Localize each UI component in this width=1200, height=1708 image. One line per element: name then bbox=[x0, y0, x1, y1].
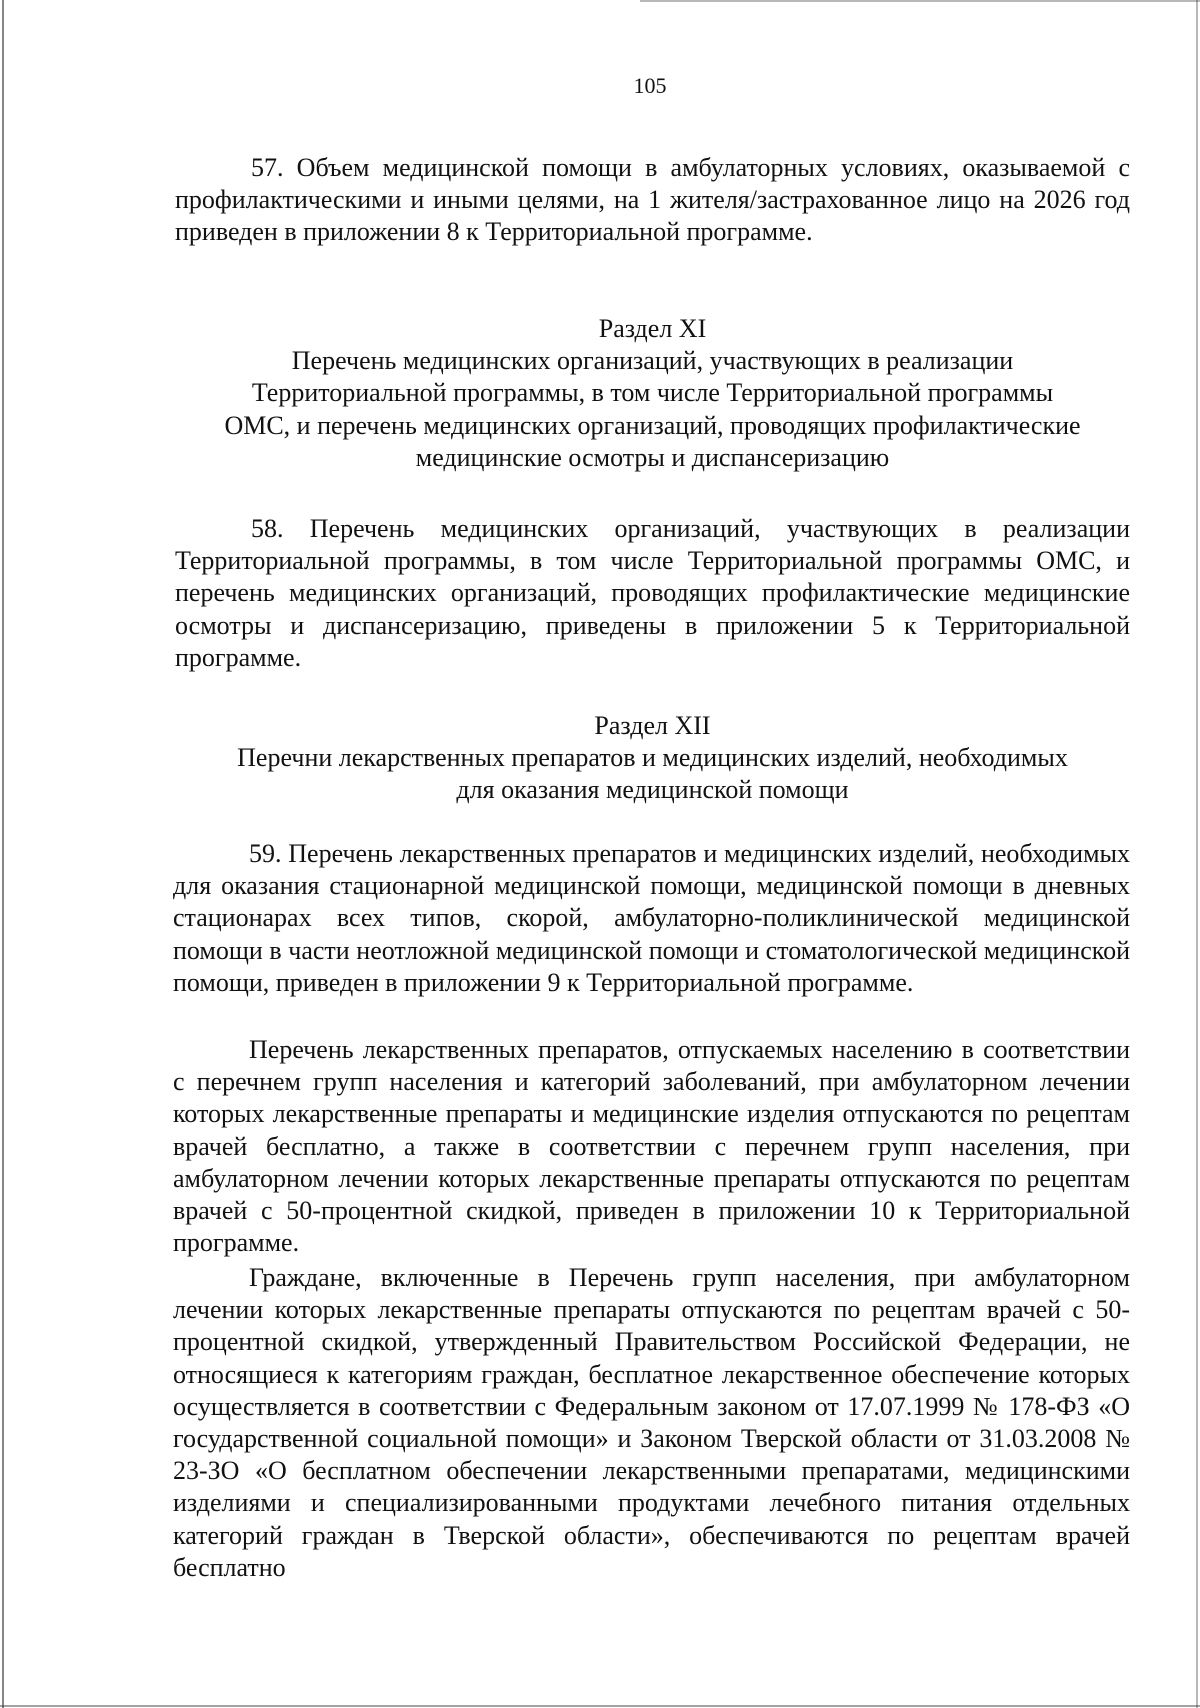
scan-edge-top bbox=[640, 0, 1200, 2]
paragraph-59: 59. Перечень лекарственных препаратов и медицинских изделий, необходимых для оказания стационарной медицинской помощи, медицинской помощи в дневных стационарах всех типов, скорой, амбулаторно-поликлинической медицинской помощи в части неотложной медицинской помощи и стоматологической медицинской помощи, приведен в приложении 9 к Территориальной программе. bbox=[173, 839, 1130, 997]
paragraph-59-c: Граждане, включенные в Перечень групп населения, при амбулаторном лечении которых лекарственные препараты отпускаются по рецептам врачей с 50-процентной скидкой, утвержденный Правительством Российской Федерации, не относящиеся к категориям граждан, бесплатное лекарственное обеспечение которых осуществляется в соответствии с Федеральным законом от 17.07.1999 № 178-ФЗ «О государственной социальной помощи» и Законом Тверской области от 31.03.2008 № 23-ЗО «О бесплатном обеспечении лекарственными препаратами, медицинскими изделиями и специализированными продуктами лечебного питания отдельных категорий граждан в Тверской области», обеспечиваются по рецептам врачей бесплатно bbox=[173, 1263, 1130, 1582]
page-number: 105 bbox=[633, 73, 667, 98]
section-11-subtitle-line: Перечень медицинских организаций, участвующих в реализации bbox=[291, 346, 1014, 376]
paragraph-58-block bbox=[175, 513, 1130, 674]
paragraph-59-c-block bbox=[173, 1262, 1130, 1584]
section-12-subtitle-line: Перечни лекарственных препаратов и медицинских изделий, необходимых bbox=[237, 743, 1068, 773]
section-12-heading bbox=[175, 710, 1130, 807]
paragraph-57: 57. Объем медицинской помощи в амбулаторных условиях, оказываемой с профилактическими и иными целями, на 1 жителя/застрахованное лицо на 2026 год приведен в приложении 8 к Территориальной программе. bbox=[175, 153, 1130, 247]
paragraph-59-block bbox=[173, 838, 1130, 999]
scan-edge-right bbox=[1196, 0, 1198, 1708]
paragraph-59-b-block bbox=[173, 1034, 1130, 1259]
section-11-subtitle-line: медицинские осмотры и диспансеризацию bbox=[415, 442, 890, 472]
section-12-title: Раздел XII bbox=[594, 711, 711, 740]
section-11-title: Раздел XI bbox=[598, 314, 707, 343]
paragraph-59-b: Перечень лекарственных препаратов, отпускаемых населению в соответствии с перечнем групп населения и категорий заболеваний, при амбулаторном лечении которых лекарственные препараты и медицинские изделия отпускаются по рецептам врачей бесплатно, а также в соответствии с перечнем групп населения, при амбулаторном лечении которых лекарственные препараты отпускаются по рецептам врачей с 50-процентной скидкой, приведен в приложении 10 к Территориальной программе. bbox=[173, 1035, 1130, 1258]
section-11-heading bbox=[175, 313, 1130, 474]
section-11-subtitle-line: ОМС, и перечень медицинских организаций, проводящих профилактические bbox=[224, 410, 1081, 440]
paragraph-57-block bbox=[175, 152, 1130, 249]
paragraph-58: 58. Перечень медицинских организаций, участвующих в реализации Территориальной программы, в том числе Территориальной программы ОМС, и перечень медицинских организаций, проводящих профилактические медицинские осмотры и диспансеризацию, приведены в приложении 5 к Территориальной программе. bbox=[175, 514, 1130, 672]
section-11-subtitle-line: Территориальной программы, в том числе Территориальной программы bbox=[251, 378, 1054, 408]
scan-edge-bottom bbox=[0, 1705, 1200, 1707]
scan-edge-left bbox=[2, 0, 4, 1708]
section-12-subtitle-line: для оказания медицинской помощи bbox=[456, 775, 849, 805]
